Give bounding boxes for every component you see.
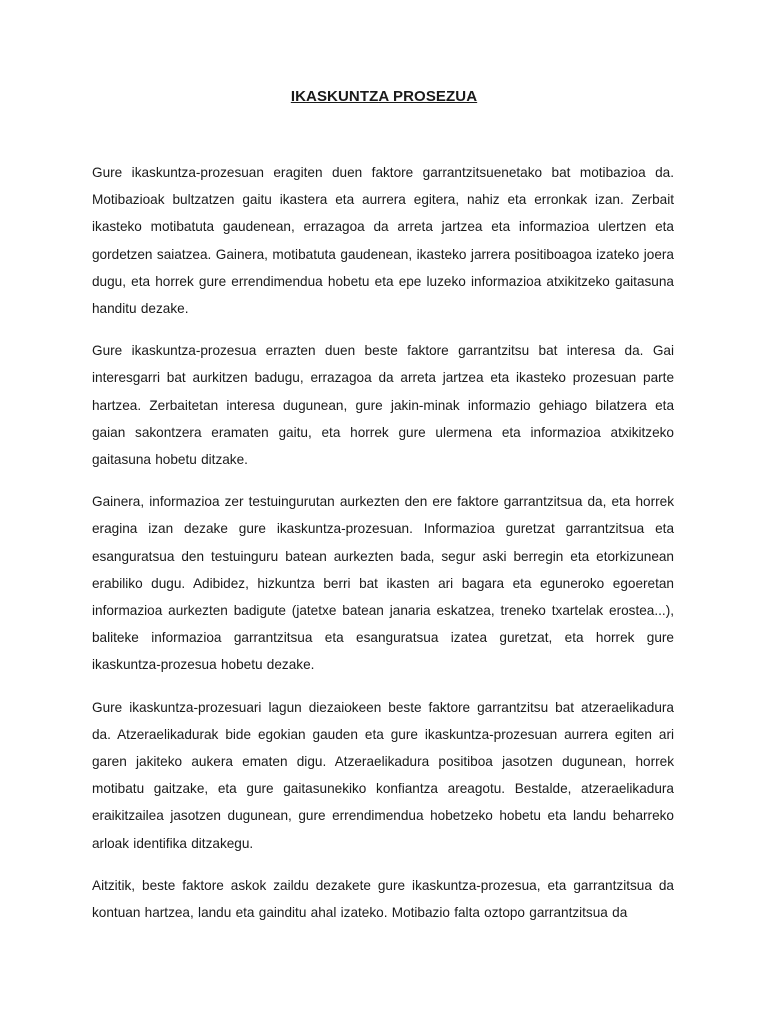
paragraph-interesa: Gure ikaskuntza-prozesua errazten duen beste faktore garrantzitsu bat interesa da. Gai interesgarri bat aurkitzen badugu, errazagoa da arreta jartzea eta ikasteko prozesuan parte hartzea. Zerbaitetan interesa dugunean, gure jakin-minak informazio gehiago bilatzera eta gaian sakontzera eramaten gaitu, eta horrek gure ulermena eta informazioa atxikitzeko gaitasuna hobetu ditzake.	[92, 343, 674, 468]
document-body	[92, 159, 674, 941]
document-title: IKASKUNTZA PROSEZUA	[290, 88, 478, 105]
paragraph-atzeraelikadura: Gure ikaskuntza-prozesuari lagun diezaiokeen beste faktore garrantzitsu bat atzeraelikadura da. Atzeraelikadurak bide egokian gauden eta gure ikaskuntza-prozesuan aurrera egiten ari garen jakiteko aukera ematen digu. Atzeraelikadura positiboa jasotzen dugunean, horrek motibatu gaitzake, eta gure gaitasunekiko konfiantza areagotu. Bestalde, atzeraelikadura eraikitzailea jasotzen dugunean, gure errendimendua hobetzeko hobetu eta landu beharreko arloak identifika ditzakegu.	[92, 699, 674, 851]
paragraph-oztopoak: Aitzitik, beste faktore askok zaildu dezakete gure ikaskuntza-prozesua, eta garrantzitsua da kontuan hartzea, landu eta gainditu ahal izateko. Motibazio falta oztopo garrantzitsua da	[92, 877, 674, 921]
paragraph-motibazioa: Gure ikaskuntza-prozesuan eragiten duen faktore garrantzitsuenetako bat motibazioa da. Motibazioak bultzatzen gaitu ikastera eta aurrera egitera, nahiz eta erronkak izan. Zerbait ikasteko motibatuta gaudenean, errazagoa da arreta jartzea eta informazioa ulertzen eta gordetzen saiatzea. Gainera, motibatuta gaudenean, ikasteko jarrera positiboagoa izateko joera dugu, eta horrek gure errendimendua hobetu eta epe luzeko informazioa atxikitzeko gaitasuna handitu dezake.	[92, 165, 674, 317]
paragraph-testuingurua: Gainera, informazioa zer testuingurutan aurkezten den ere faktore garrantzitsua da, eta horrek eragina izan dezake gure ikaskuntza-prozesuan. Informazioa guretzat garrantzitsua eta esanguratsua den testuinguru batean aurkezten bada, segur aski berregin eta etorkizunean erabiliko dugu. Adibidez, hizkuntza berri bat ikasten ari bagara eta eguneroko egoeretan informazioa aurkezten badigute (jatetxe batean janaria eskatzea, treneko txartelak erostea...), baliteke informazioa garrantzitsua eta esanguratsua izatea guretzat, eta horrek gure ikaskuntza-prozesua hobetu dezake.	[92, 494, 674, 673]
